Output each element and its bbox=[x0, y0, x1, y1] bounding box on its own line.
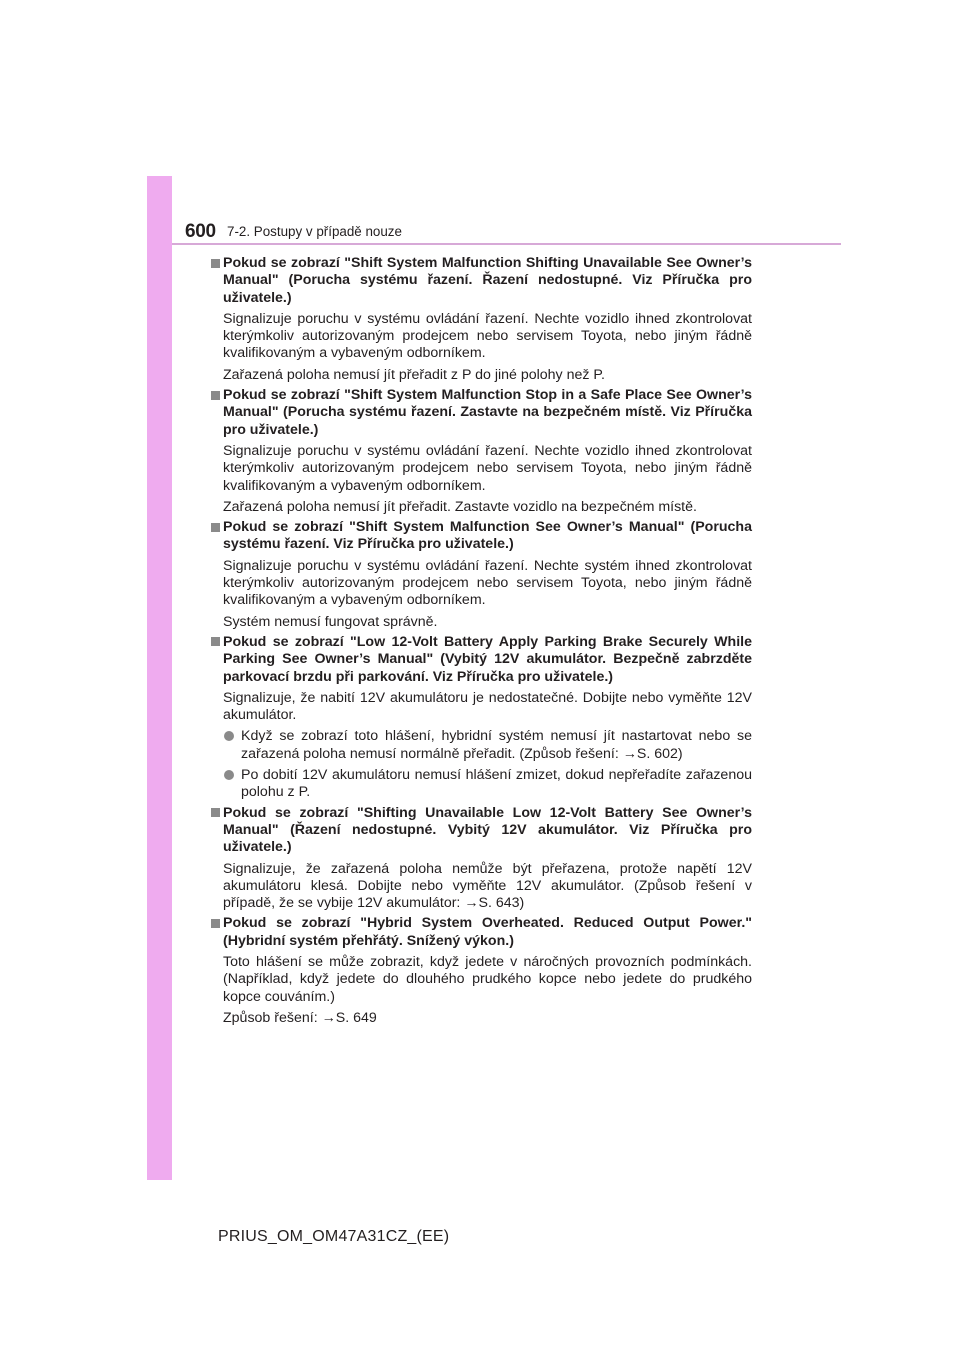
message-item bbox=[211, 255, 752, 384]
section-title: 7-2. Postupy v případě nouze bbox=[227, 224, 402, 239]
message-heading-text: Pokud se zobrazí "Shift System Malfunction Stop in a Safe Place See Owner’s Manual" (Porucha systému řazení. Zastavte na bezpečném místě. Viz Příručka pro uživatele.) bbox=[223, 387, 752, 438]
message-heading-text: Pokud se zobrazí "Shift System Malfunction Shifting Unavailable See Owner’s Manual" (Porucha systému řazení. Řazení nedostupné. Viz Příručka pro uživatele.) bbox=[223, 255, 752, 306]
round-bullet-icon bbox=[224, 770, 234, 780]
message-paragraph: Zařazená poloha nemusí jít přeřadit z P do jiné polohy než P. bbox=[223, 366, 605, 383]
page-content bbox=[211, 255, 752, 1027]
message-paragraph: Způsob řešení: →S. 649 bbox=[223, 1009, 377, 1026]
square-bullet-icon bbox=[211, 523, 220, 532]
chapter-sidebar-tab bbox=[147, 176, 172, 1180]
message-paragraph: Systém nemusí fungovat správně. bbox=[223, 613, 438, 630]
message-paragraph: Zařazená poloha nemusí jít přeřadit. Zastavte vozidlo na bezpečném místě. bbox=[223, 498, 697, 515]
message-heading bbox=[211, 255, 752, 307]
message-heading-text: Pokud se zobrazí "Shifting Unavailable Low 12-Volt Battery See Owner’s Manual" (Řazení nedostupné. Vybitý 12V akumulátor. Viz Příručka pro uživatele.) bbox=[223, 804, 752, 856]
document-footer-id: PRIUS_OM_OM47A31CZ_(EE) bbox=[218, 1228, 450, 1245]
square-bullet-icon bbox=[211, 808, 220, 817]
square-bullet-icon bbox=[211, 391, 220, 400]
round-bullet-icon bbox=[224, 731, 234, 741]
header-divider bbox=[172, 243, 841, 245]
message-heading bbox=[211, 387, 752, 439]
list-item bbox=[211, 728, 752, 763]
message-paragraph: Toto hlášení se může zobrazit, když jedete v náročných provozních podmínkách. (Například, když jedete do dlouhého prudkého kopce nebo jedete do prudkého kopce couváním.) bbox=[223, 953, 752, 1005]
message-heading bbox=[211, 634, 752, 686]
message-item bbox=[211, 805, 752, 913]
list-item bbox=[211, 767, 752, 802]
message-heading-text: Pokud se zobrazí "Shift System Malfunction See Owner’s Manual" (Porucha systému řazení. Viz Příručka pro uživatele.) bbox=[223, 519, 752, 553]
message-heading bbox=[211, 915, 752, 950]
message-heading bbox=[211, 519, 752, 554]
message-heading-text: Pokud se zobrazí "Hybrid System Overheated. Reduced Output Power." (Hybridní systém přehřátý. Snížený výkon.) bbox=[223, 915, 752, 949]
message-item bbox=[211, 915, 752, 1027]
message-heading-text: Pokud se zobrazí "Low 12-Volt Battery Apply Parking Brake Securely While Parking See Owner’s Manual" (Vybitý 12V akumulátor. Bezpečně zabrzděte parkovací brzdu při parkování. Viz Příručka pro uživatele.) bbox=[223, 633, 752, 685]
square-bullet-icon bbox=[211, 637, 220, 646]
message-paragraph: Signalizuje poruchu v systému ovládání řazení. Nechte vozidlo ihned zkontrolovat kterýmkoliv autorizovaným prodejcem nebo servisem Toyota, nebo jiným řádně kvalifikovaným a vybaveným odborníkem. bbox=[223, 310, 752, 362]
square-bullet-icon bbox=[211, 259, 220, 268]
list-item-text: Po dobití 12V akumulátoru nemusí hlášení zmizet, dokud nepřeřadíte zařazenou polohu z P. bbox=[241, 767, 752, 801]
page-number: 600 bbox=[185, 221, 216, 242]
message-paragraph: Signalizuje, že nabití 12V akumulátoru je nedostatečné. Dobijte nebo vyměňte 12V akumulátor. bbox=[223, 689, 752, 724]
message-item bbox=[211, 634, 752, 802]
list-item-text: Když se zobrazí toto hlášení, hybridní systém nemusí jít nastartovat nebo se zařazená poloha nemusí normálně přeřadit. (Způsob řešení: →S. 602) bbox=[241, 728, 752, 762]
message-paragraph: Signalizuje poruchu v systému ovládání řazení. Nechte vozidlo ihned zkontrolovat kterýmkoliv autorizovaným prodejcem nebo servisem Toyota, nebo jiným řádně kvalifikovaným a vybaveným odborníkem. bbox=[223, 442, 752, 494]
square-bullet-icon bbox=[211, 919, 220, 928]
message-paragraph: Signalizuje poruchu v systému ovládání řazení. Nechte systém ihned zkontrolovat kterýmkoliv autorizovaným prodejcem nebo servisem Toyota, nebo jiným řádně kvalifikovaným a vybaveným odborníkem. bbox=[223, 557, 752, 609]
message-heading bbox=[211, 805, 752, 857]
message-item bbox=[211, 519, 752, 631]
message-paragraph: Signalizuje, že zařazená poloha nemůže být přeřazena, protože napětí 12V akumulátoru klesá. Dobijte nebo vyměňte 12V akumulátor. (Způsob řešení v případě, že se vybije 12V akumulátor: →S. 643) bbox=[223, 860, 752, 912]
message-item bbox=[211, 387, 752, 516]
